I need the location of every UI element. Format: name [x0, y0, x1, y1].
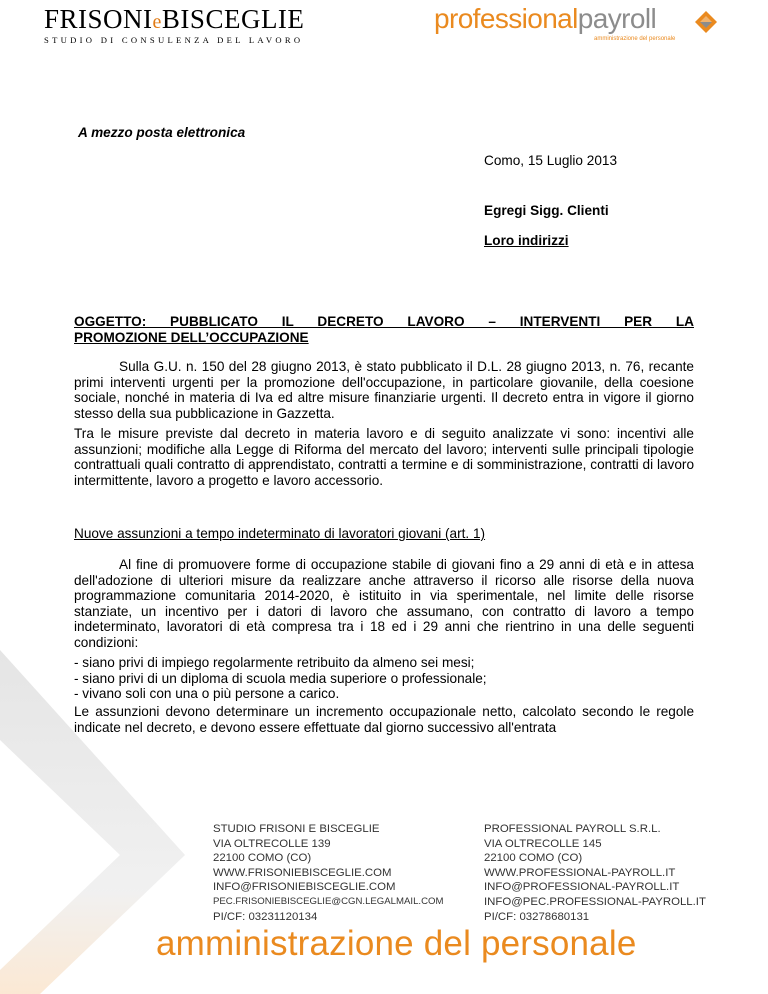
logo-name-part1: FRISONI	[44, 4, 153, 34]
footer-left-email: INFO@FRISONIEBISCEGLIE.COM	[213, 881, 396, 894]
footer-left-pec: PEC.FRISONIEBISCEGLIE@CGN.LEGALMAIL.COM	[213, 895, 444, 907]
subject-line-1: OGGETTO: PUBBLICATO IL DECRETO LAVORO – INTERVENTI PER LA	[74, 314, 694, 329]
footer-right-vat: PI/CF: 03278680131	[484, 910, 590, 923]
footer-right-street: VIA OLTRECOLLE 145	[484, 837, 602, 850]
diamond-arrow-icon	[694, 10, 718, 34]
footer-right-web: WWW.PROFESSIONAL-PAYROLL.IT	[484, 866, 676, 879]
delivery-method: A mezzo posta elettronica	[78, 125, 246, 140]
logo-name-part2: BISCEGLIE	[161, 4, 305, 34]
footer-right-pec: INFO@PEC.PROFESSIONAL-PAYROLL.IT	[484, 895, 706, 908]
footer-right-city: 22100 COMO (CO)	[484, 852, 583, 865]
footer-tagline: amministrazione del personale	[156, 924, 637, 963]
recipient-address: Loro indirizzi	[484, 233, 569, 248]
logo-subtitle: STUDIO DI CONSULENZA DEL LAVORO	[44, 35, 304, 45]
footer-left-web: WWW.FRISONIEBISCEGLIE.COM	[213, 866, 392, 879]
footer-left-address	[213, 822, 443, 924]
footer-left-city: 22100 COMO (CO)	[213, 852, 312, 865]
letter-date: Como, 15 Luglio 2013	[484, 153, 618, 168]
logo-name-e: e	[152, 11, 162, 33]
professional-payroll-logo	[434, 0, 734, 48]
footer-right-name: PROFESSIONAL PAYROLL S.R.L.	[484, 823, 661, 835]
logo-word-professional: professional	[434, 3, 578, 34]
paragraph-2: Tra le misure previste dal decreto in materia lavoro e di seguito analizzate vi sono: incentivi alle assunzioni; modifiche alla Legge di Riforma del mercato del lavoro; interventi sulle principali tipologie contrattuali quali contratto di apprendistato, contratti a termine e di somministrazione, contratti di lavoro intermittente, lavoro a progetto e lavoro accessorio.	[74, 426, 694, 488]
footer-left-vat: PI/CF: 03231120134	[213, 910, 318, 923]
paragraph-4: Le assunzioni devono determinare un incremento occupazionale netto, calcolato secondo le regole indicate nel decreto, e devono essere effettuate dal giorno successivo all'entrata	[74, 704, 694, 735]
footer-right-email: INFO@PROFESSIONAL-PAYROLL.IT	[484, 881, 680, 894]
list-item: - vivano soli con una o più persone a carico.	[74, 686, 340, 702]
footer-left-name: STUDIO FRISONI E BISCEGLIE	[213, 823, 380, 835]
logo-tagline: amministrazione del personale	[594, 36, 676, 42]
frisoni-bisceglie-logo	[44, 4, 304, 45]
list-item: - siano privi di impiego regolarmente retribuito da almeno sei mesi;	[74, 655, 475, 670]
list-item: - siano privi di un diploma di scuola media superiore o professionale;	[74, 670, 487, 686]
logo-word-payroll: payroll	[577, 3, 657, 34]
subject-line-2: PROMOZIONE DELL’OCCUPAZIONE	[74, 330, 309, 345]
section-title: Nuove assunzioni a tempo indeterminato di lavoratori giovani (art. 1)	[74, 526, 486, 541]
footer-left-street: VIA OLTRECOLLE 139	[213, 837, 331, 850]
footer-right-address	[484, 822, 706, 924]
paragraph-1: Sulla G.U. n. 150 del 28 giugno 2013, è stato pubblicato il D.L. 28 giugno 2013, n. 76, recante primi interventi urgenti per la promozione dell'occupazione, in particolare giovanile, della coesione sociale, nonché in materia di Iva ed altre misure finanziarie urgenti. Il decreto entra in vigore il giorno stesso della sua pubblicazione in Gazzetta.	[74, 359, 694, 421]
recipient: Egregi Sigg. Clienti	[484, 203, 609, 218]
paragraph-3: Al fine di promuovere forme di occupazione stabile di giovani fino a 29 anni di età e in attesa dell'adozione di ulteriori misure da realizzare anche attraverso il ricorso alle risorse della nuova programmazione comunitaria 2014-2020, è istituito in via sperimentale, nel limite delle risorse stanziate, un incentivo per i datori di lavoro che assumano, con contratto di lavoro a tempo indeterminato, lavoratori di età compresa tra i 18 ed i 29 anni che rientrino in una delle seguenti condizioni:	[74, 557, 694, 650]
conditions-list	[74, 655, 694, 702]
